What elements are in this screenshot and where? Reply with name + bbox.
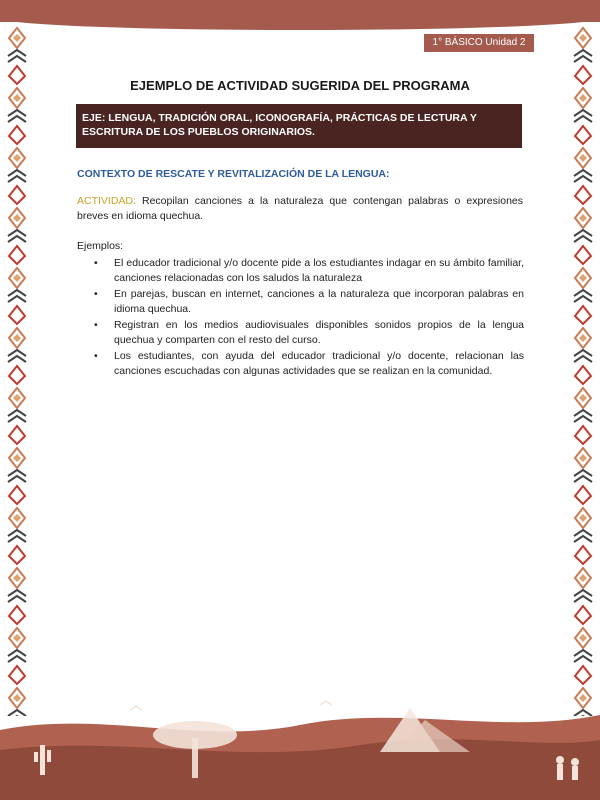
activity-paragraph xyxy=(77,194,523,224)
bullet-icon: • xyxy=(94,319,98,331)
examples-label: Ejemplos: xyxy=(77,240,124,252)
bullet-icon: • xyxy=(94,257,98,269)
list-item xyxy=(94,287,524,316)
right-decorative-border xyxy=(572,26,594,716)
list-item xyxy=(94,318,524,347)
list-item xyxy=(94,349,524,378)
list-item-text: En parejas, buscan en internet, canciones a la naturaleza que incorporan palabras en idioma quechua. xyxy=(114,288,524,315)
list-item-text: El educador tradicional y/o docente pide a los estudiantes indagar en su ámbito familiar, canciones relacionadas con los saludos la naturaleza xyxy=(114,257,524,284)
top-banner-curve xyxy=(0,18,600,30)
eje-banner: EJE: LENGUA, TRADICIÓN ORAL, ICONOGRAFÍA, PRÁCTICAS DE LECTURA Y ESCRITURA DE LOS PUEBLOS ORIGINARIOS. xyxy=(76,104,522,148)
context-heading: CONTEXTO DE RESCATE Y REVITALIZACIÓN DE LA LENGUA: xyxy=(77,168,390,180)
list-item xyxy=(94,256,524,285)
page-title: EJEMPLO DE ACTIVIDAD SUGERIDA DEL PROGRAMA xyxy=(130,78,470,93)
list-item-text: Registran en los medios audiovisuales disponibles sonidos propios de la lengua quechua y comparten con el resto del curso. xyxy=(114,319,524,346)
activity-text: Recopilan canciones a la naturaleza que contengan palabras o expresiones breves en idioma quechua. xyxy=(77,195,523,222)
bullet-icon: • xyxy=(94,350,98,362)
examples-list xyxy=(94,256,524,380)
activity-label: ACTIVIDAD: xyxy=(77,195,136,207)
left-decorative-border xyxy=(6,26,28,716)
unit-badge: 1° BÁSICO Unidad 2 xyxy=(424,34,534,52)
footer-landscape-illustration xyxy=(0,690,600,800)
bullet-icon: • xyxy=(94,288,98,300)
list-item-text: Los estudiantes, con ayuda del educador tradicional y/o docente, relacionan las canciones escuchadas con algunas actividades que se realizan en la comunidad. xyxy=(114,350,524,377)
